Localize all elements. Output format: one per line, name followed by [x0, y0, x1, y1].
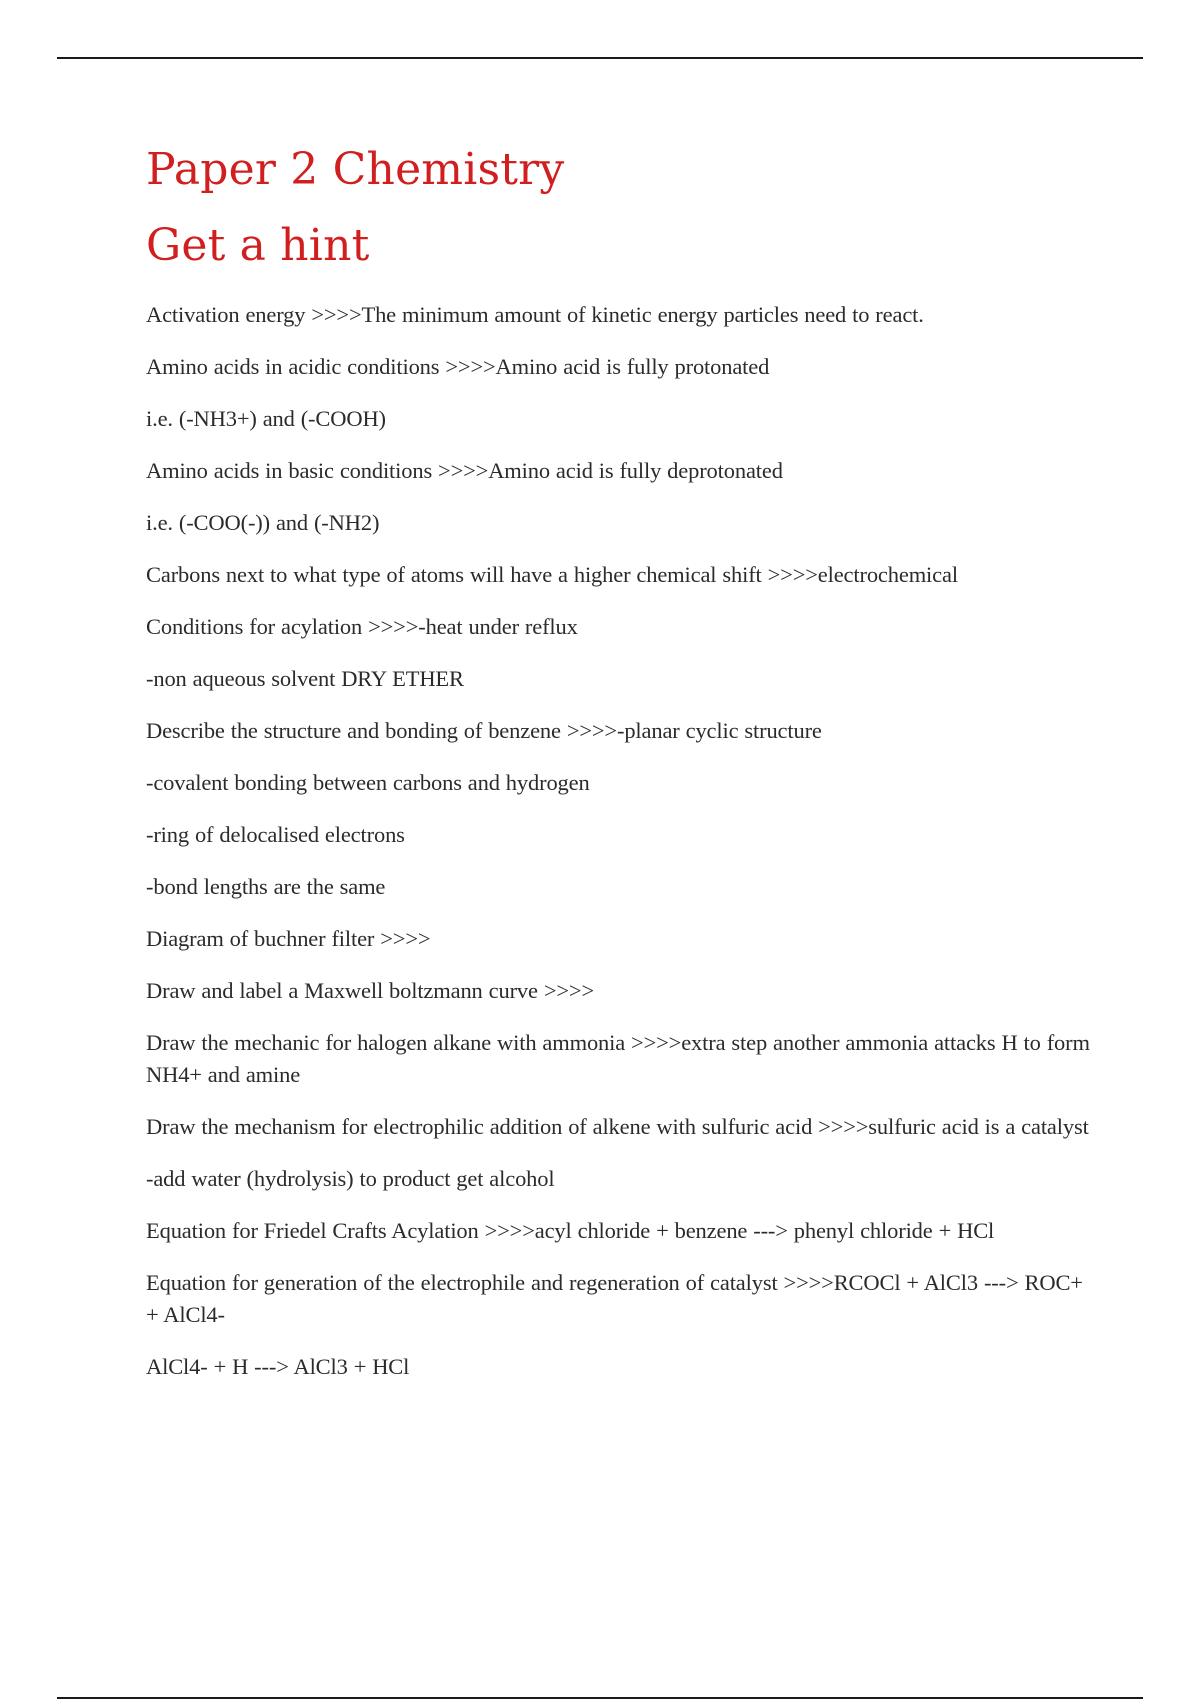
flashcard-line: Diagram of buchner filter >>>> [146, 926, 431, 951]
page-title: Paper 2 Chemistry [146, 144, 565, 195]
flashcard-line: Carbons next to what type of atoms will have a higher chemical shift >>>>electrochemical [146, 562, 958, 587]
flashcard-line: -add water (hydrolysis) to product get alcohol [146, 1166, 555, 1191]
flashcard-line: -non aqueous solvent DRY ETHER [146, 666, 464, 691]
flashcard-line: Conditions for acylation >>>>-heat under reflux [146, 614, 578, 639]
hint-heading: Get a hint [146, 220, 370, 271]
document-body [146, 138, 1096, 1403]
flashcard-line: AlCl4- + H ---> AlCl3 + HCl [146, 1354, 410, 1379]
flashcard-line: Equation for generation of the electrophile and regeneration of catalyst >>>>RCOCl + AlCl3 ---> ROC+ + AlCl4- [146, 1270, 1083, 1327]
flashcard-line: Draw and label a Maxwell boltzmann curve >>>> [146, 978, 594, 1003]
flashcard-line: i.e. (-COO(-)) and (-NH2) [146, 510, 380, 535]
flashcard-line: -bond lengths are the same [146, 874, 386, 899]
flashcard-line: -covalent bonding between carbons and hydrogen [146, 770, 590, 795]
top-rule [57, 57, 1143, 59]
flashcard-line: Draw the mechanism for electrophilic addition of alkene with sulfuric acid >>>>sulfuric acid is a catalyst [146, 1114, 1089, 1139]
flashcard-line: Amino acids in acidic conditions >>>>Amino acid is fully protonated [146, 354, 770, 379]
flashcard-line: Describe the structure and bonding of benzene >>>>-planar cyclic structure [146, 718, 822, 743]
flashcard-line: i.e. (-NH3+) and (-COOH) [146, 406, 386, 431]
flashcard-line: -ring of delocalised electrons [146, 822, 405, 847]
flashcard-line: Activation energy >>>>The minimum amount of kinetic energy particles need to react. [146, 302, 924, 327]
bottom-rule [57, 1697, 1143, 1699]
flashcard-list [146, 299, 1096, 1383]
flashcard-line: Draw the mechanic for halogen alkane with ammonia >>>>extra step another ammonia attacks H to form NH4+ and amine [146, 1030, 1090, 1087]
flashcard-line: Equation for Friedel Crafts Acylation >>>>acyl chloride + benzene ---> phenyl chloride + HCl [146, 1218, 995, 1243]
flashcard-line: Amino acids in basic conditions >>>>Amino acid is fully deprotonated [146, 458, 783, 483]
